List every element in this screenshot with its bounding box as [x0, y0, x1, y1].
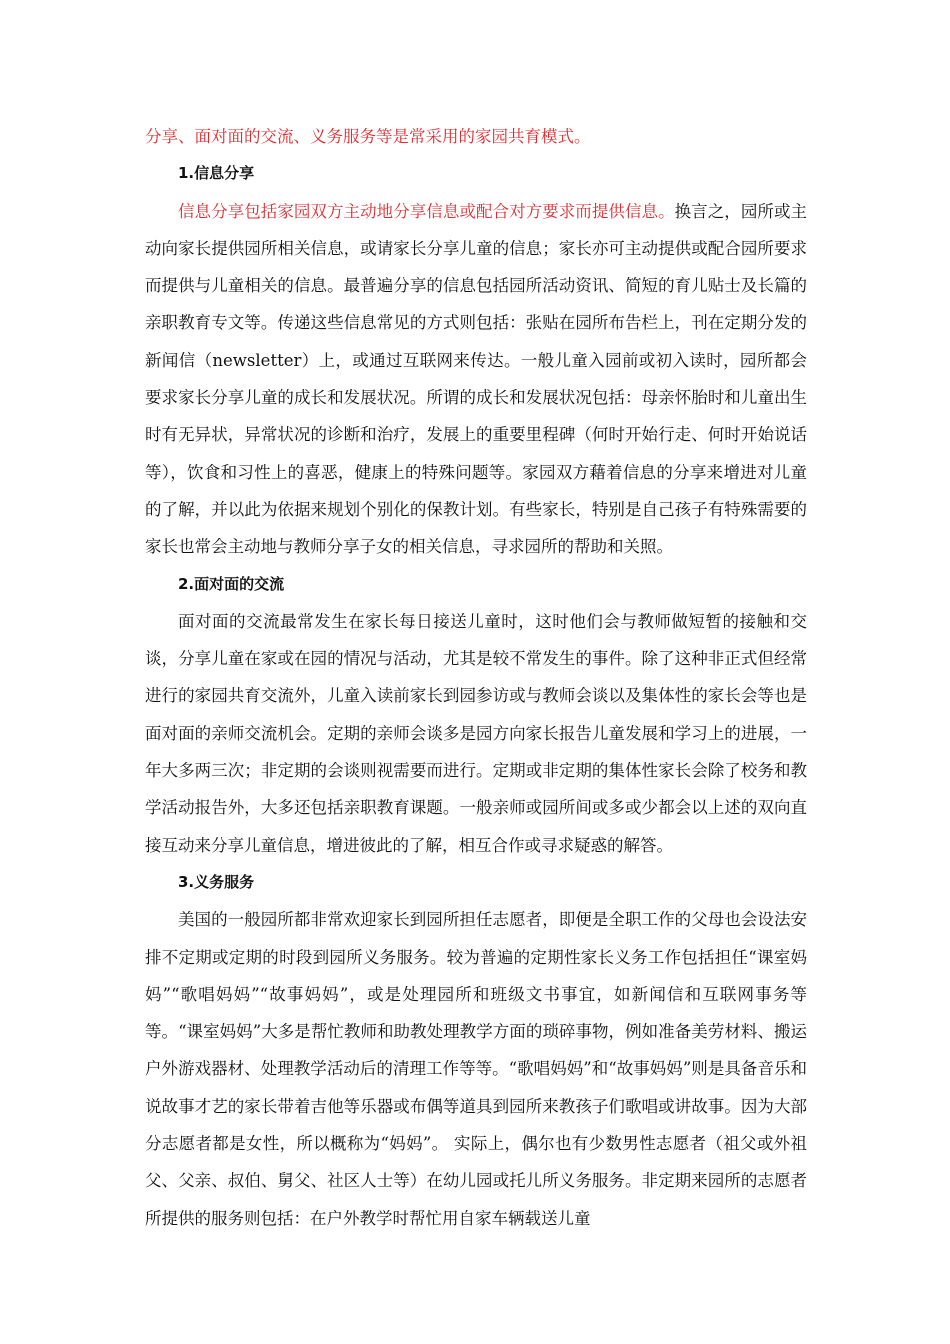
face-to-face-paragraph: 面对面的交流最常发生在家长每日接送儿童时，这时他们会与教师做短暂的接触和交谈，分享儿童在家或在园的情况与活动，尤其是较不常发生的事件。除了这种非正式但经常进行的家园共育交流外，儿童入读前家长到园参访或与教师会谈以及集体性的家长会等也是面对面的亲师交流机会。定期的亲师会谈多是园方向家长报告儿童发展和学习上的进展，一年大多两三次；非定期的会谈则视需要而进行。定期或非定期的集体性家长会除了校务和教学活动报告外，大多还包括亲职教育课题。一般亲师或园所间或多或少都会以上述的双向直接互动来分享儿童信息，增进彼此的了解，相互合作或寻求疑惑的解答。 [145, 611, 807, 855]
document-page [145, 118, 807, 1237]
highlighted-sentence: 信息分享包括家园双方主动地分享信息或配合对方要求而提供信息。 [178, 201, 675, 221]
info-sharing-paragraph [145, 193, 807, 566]
intro-paragraph: 分享、面对面的交流、义务服务等是常采用的家园共育模式。 [145, 127, 591, 146]
section-heading-face-to-face: 2.面对面的交流 [178, 574, 285, 593]
section-heading-info-sharing: 1.信息分享 [178, 164, 255, 183]
volunteer-service-paragraph: 美国的一般园所都非常欢迎家长到园所担任志愿者，即便是全职工作的父母也会设法安排不定期或定期的时段到园所义务服务。较为普遍的定期性家长义务工作包括担任“课室妈妈”“歌唱妈妈”“故事妈妈”，或是处理园所和班级文书事宜，如新闻信和互联网事务等等。“课室妈妈”大多是帮忙教师和助教处理教学方面的琐碎事物，例如准备美劳材料、搬运户外游戏器材、处理教学活动后的清理工作等等。“歌唱妈妈”和“故事妈妈”则是具备音乐和说故事才艺的家长带着吉他等乐器或布偶等道具到园所来教孩子们歌唱或讲故事。因为大部分志愿者都是女性，所以概称为“妈妈”。 实际上，偶尔也有少数男性志愿者（祖父或外祖父、父亲、叔伯、舅父、社区人士等）在幼儿园或托儿所义务服务。非定期来园所的志愿者所提供的服务则包括：在户外教学时帮忙用自家车辆载送儿童 [145, 910, 807, 1228]
paragraph-text: 换言之，园所或主动向家长提供园所相关信息，或请家长分享儿童的信息；家长亦可主动提供或配合园所要求而提供与儿童相关的信息。最普遍分享的信息包括园所活动资讯、简短的育儿贴士及长篇的亲职教育专文等。传递这些信息常见的方式则包括：张贴在园所布告栏上，刊在定期分发的新闻信（newsletter）上，或通过互联网来传达。一般儿童入园前或初入读时，园所都会要求家长分享儿童的成长和发展状况。所谓的成长和发展状况包括：母亲怀胎时和儿童出生时有无异状，异常状况的诊断和治疗，发展上的重要里程碑（何时开始行走、何时开始说话等），饮食和习性上的喜恶，健康上的特殊问题等。家园双方藉着信息的分享来增进对儿童的了解，并以此为依据来规划个别化的保教计划。有些家长，特别是自己孩子有特殊需要的家长也常会主动地与教师分享子女的相关信息，寻求园所的帮助和关照。 [145, 201, 808, 557]
section-heading-volunteer-service: 3.义务服务 [178, 872, 255, 891]
